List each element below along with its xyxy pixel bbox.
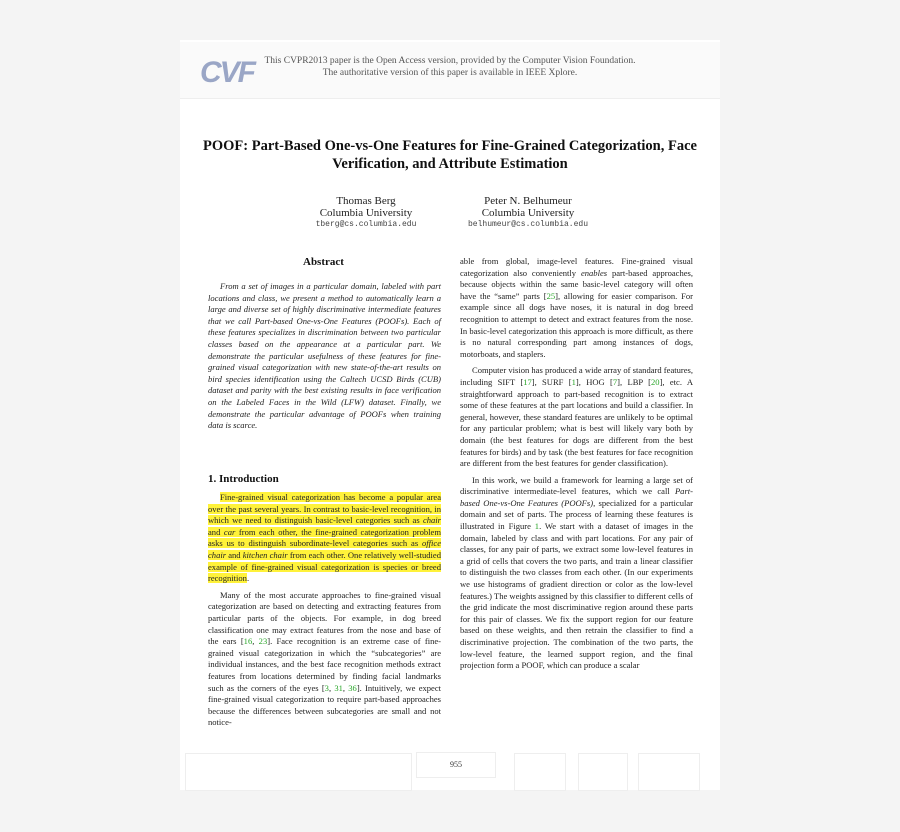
right-paragraph-2: Computer vision has produced a wide array of standard features, including SIFT [17], SURF [1], HOG [7], LBP [20], etc. A straightforward approach to part-based recognition is to extract some of these features at the part locations and build a classifier. In general, however, these standard features are unlikely to be optimal for any particular problem; what is best will likely vary both by domain (the best features for dogs are different from the best features for birds) and by task (the best features for face recognition are different from the best features for gender classification). xyxy=(460,365,693,469)
author-block xyxy=(448,195,608,231)
citation-link[interactable]: 7 xyxy=(612,376,618,387)
intro-paragraph-1: Fine-grained visual categorization has become a popular area over the past several years. In contrast to basic-level recognition, in which we need to distinguish basic-level categories such as chair and car from each other, the fine-grained categorization problem asks us to distinguish subordinate-level categories such as office chair and kitchen chair from each other. One relatively well-studied example of fine-grained visual categorization is species or breed recognition. xyxy=(208,492,441,584)
figure-link[interactable]: 1 xyxy=(534,521,540,532)
author-block xyxy=(286,195,446,231)
author-affiliation: Columbia University xyxy=(319,207,413,219)
citation-link[interactable]: 23 xyxy=(258,636,268,647)
footer-block xyxy=(578,753,628,791)
cvf-logo-text: CVF xyxy=(200,56,254,89)
right-column xyxy=(460,256,693,672)
banner-line-2: The authoritative version of this paper is available in IEEE Xplore. xyxy=(322,68,578,78)
citation-link[interactable]: 3 xyxy=(324,682,329,693)
introduction-heading: 1. Introduction xyxy=(208,473,279,485)
highlighted-text: Fine-grained visual categorization has become a popular area over the past several years. In contrast to basic-level recognition, in which we need to distinguish basic-level categories such as chair and car from each other, the fine-grained categorization problem asks us to distinguish subordinate-level categories such as office chair and kitchen chair from each other. One relatively well-studied example of fine-grained visual categorization is species or breed recognition xyxy=(208,492,441,584)
author-name: Thomas Berg xyxy=(336,195,396,207)
citation-link[interactable]: 31 xyxy=(334,682,343,693)
author-name: Peter N. Belhumeur xyxy=(484,195,572,207)
abstract-text: From a set of images in a particular domain, labeled with part locations and class, we present a method to automatically learn a large and diverse set of highly discriminative intermediate features that we call Part-based One-vs-One Features (POOFs). Each of these features specializes in discrimination between two particular classes based on the appearance at a particular part. We demonstrate the particular usefulness of these features for fine-grained visual categorization with new state-of-the-art results on bird species identification using the Caltech UCSD Birds (CUB) dataset and parity with the best existing results in face verification on the Labeled Faces in the Wild (LFW) dataset. Finally, we demonstrate the particular advantage of POOFs when training data is scarce. xyxy=(208,281,441,431)
banner-text xyxy=(250,55,650,79)
footer-block xyxy=(514,753,566,791)
citation-link[interactable]: 25 xyxy=(546,290,556,301)
author-email: tberg@cs.columbia.edu xyxy=(315,220,417,229)
citation-link[interactable]: 20 xyxy=(651,376,660,387)
citation-link[interactable]: 1 xyxy=(571,376,576,387)
page-number: 955 xyxy=(416,752,496,778)
left-column xyxy=(208,492,441,729)
author-affiliation: Columbia University xyxy=(481,207,575,219)
footer-block xyxy=(185,753,412,791)
abstract-heading: Abstract xyxy=(303,256,344,268)
cvf-logo xyxy=(198,52,254,89)
citation-link[interactable]: 36 xyxy=(348,682,357,693)
author-email: belhumeur@cs.columbia.edu xyxy=(467,220,589,229)
paper-title: POOF: Part-Based One-vs-One Features for Fine-Grained Categorization, Face Verification, and Attribute Estimation xyxy=(203,138,697,172)
citation-link[interactable]: 16 xyxy=(243,636,253,647)
citation-link[interactable]: 17 xyxy=(523,376,532,387)
intro-paragraph-2: Many of the most accurate approaches to fine-grained visual categorization are based on detecting and extracting features from particular parts of the objects. For example, in dog breed classification one may extract features from the nose and base of the ears [16, 23]. Face recognition is an extreme case of fine-grained visual categorization in which the “subcategories” are individual instances, and the best face recognition methods extract features from locations determined by finding facial landmarks such as the corners of the eyes [3, 31, 36]. Intuitively, we expect fine-grained visual categorization to require part-based approaches because the differences between subcategories are small and not notice- xyxy=(208,589,441,728)
banner-line-1: This CVPR2013 paper is the Open Access version, provided by the Computer Vision Foundation. xyxy=(264,56,636,66)
footer-block xyxy=(638,753,700,791)
right-paragraph-1: able from global, image-level features. Fine-grained visual categorization also conveniently enables part-based approaches, because objects within the same basic-level category will often have the “same” parts [25], allowing for easier comparison. For example since all dogs have noses, it is natural in dog breed recognition to attempt to detect and extract features from the nose. In basic-level categorization this approach is more difficult, as there is no natural corresponding part among instances of dogs, motorboats, and staplers. xyxy=(460,256,693,359)
right-paragraph-3: In this work, we build a framework for learning a large set of discriminative intermediate-level features, which we call Part-based One-vs-One Features (POOFs), specialized for a particular domain and set of parts. The process of learning these features is illustrated in Figure 1. We start with a dataset of images in the domain, labeled by class and with part locations. For any pair of classes, for any pair of parts, we extract some low-level features in a grid of cells that covers the two parts, and train a linear classifier to distinguish the two classes from each other. (In our experiments we use histograms of gradient direction or color as the low-level features.) The weights assigned by this classifier to different cells of the grid indicate the most discriminative region around these parts for this pair of classes. We fix the support region for our feature based on these weights, and then retrain the classifier to find a discriminative projection. The combination of the two parts, the low-level feature, the learned support region, and the final projection form a POOF, which can produce a scalar xyxy=(460,474,694,671)
